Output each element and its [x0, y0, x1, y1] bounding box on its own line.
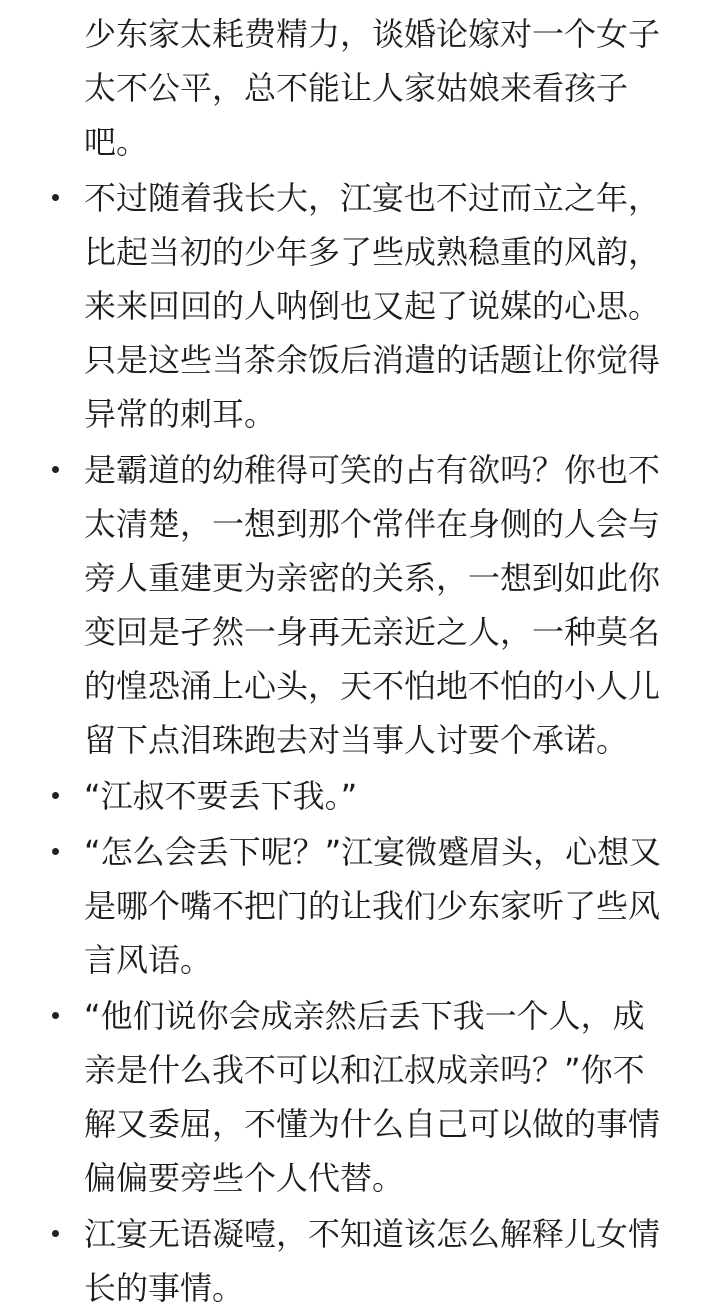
bullet-dot-icon: [52, 792, 59, 799]
list-item-text: “怎么会丢下呢？”江宴微蹙眉头，心想又是哪个嘴不把门的让我们少东家听了些风言风语。: [84, 833, 662, 979]
list-item: [84, 171, 676, 441]
bullet-list: [84, 171, 676, 1315]
list-item-text: “他们说你会成亲然后丢下我一个人，成亲是什么我不可以和江叔成亲吗？”你不解又委屈，不懂为什么自己可以做的事情偏偏要旁些个人代替。: [84, 997, 661, 1197]
list-item: [84, 825, 676, 987]
bullet-dot-icon: [52, 466, 59, 473]
list-item-text: 江宴无语凝噎，不知道该怎么解释儿女情长的事情。: [84, 1215, 661, 1307]
bullet-dot-icon: [52, 194, 59, 201]
list-item: [84, 989, 676, 1205]
list-item-text: 不过随着我长大，江宴也不过而立之年，比起当初的少年多了些成熟稳重的风韵，来来回回的人呐倒也又起了说媒的心思。只是这些当茶余饭后消遣的话题让你觉得异常的刺耳。: [84, 179, 661, 433]
list-item: [84, 1207, 676, 1315]
list-item-text: “江叔不要丢下我。”: [84, 777, 358, 815]
bullet-dot-icon: [52, 1012, 59, 1019]
lead-paragraph: 少东家太耗费精力，谈婚论嫁对一个女子太不公平，总不能让人家姑娘来看孩子吧。: [84, 15, 661, 161]
list-item: [84, 443, 676, 767]
bullet-dot-icon: [52, 1230, 59, 1237]
bullet-dot-icon: [52, 848, 59, 855]
list-item-text: 是霸道的幼稚得可笑的占有欲吗？你也不太清楚，一想到那个常伴在身侧的人会与旁人重建更为亲密的关系，一想到如此你变回是孑然一身再无亲近之人，一种莫名的惶恐涌上心头，天不怕地不怕的小人儿留下点泪珠跑去对当事人讨要个承诺。: [84, 451, 661, 759]
list-item: [84, 769, 676, 823]
